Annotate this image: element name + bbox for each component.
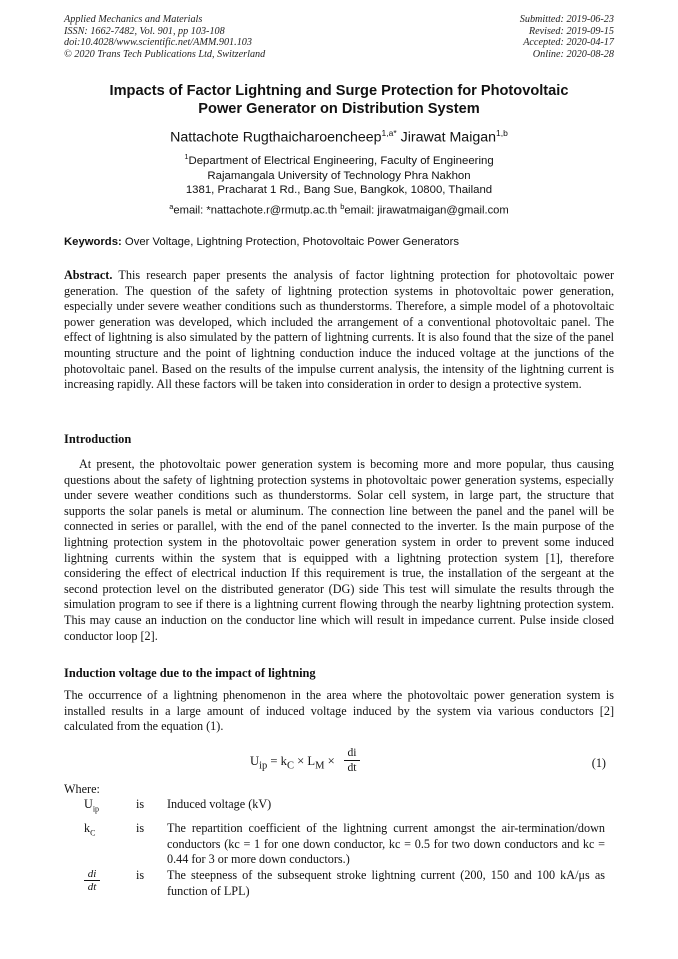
title-line-2: Power Generator on Distribution System	[198, 101, 480, 117]
keywords-label: Keywords:	[64, 236, 122, 248]
variable-is: is	[136, 868, 145, 882]
journal-copyright: © 2020 Trans Tech Publications Ltd, Switzerland	[64, 48, 266, 60]
keywords	[64, 235, 614, 249]
variable-description: The steepness of the subsequent stroke lightning current (200, 150 and 100 kA/μs as function of LPL)	[167, 868, 605, 898]
equation-fraction	[343, 746, 361, 775]
author-affiliation-mark: 1,b	[496, 128, 508, 138]
affiliation-line: 1381, Pracharat 1 Rd., Bang Sue, Bangkok, 10800, Thailand	[185, 184, 493, 197]
section-heading: Induction voltage due to the impact of lightning	[64, 666, 316, 680]
abstract	[64, 268, 614, 393]
author-list	[64, 124, 614, 147]
induction-text: The occurrence of a lightning phenomenon in the area where the photovoltaic power generation system is installed results in a large amount of induced voltage induced by the system via various conductors [2] calculated from the equation (1).	[64, 688, 614, 734]
affiliation-mark: 1	[184, 152, 189, 161]
variable-symbol: $U_{ip}$	[84, 797, 100, 814]
variable-symbol: $k_C$	[84, 821, 96, 838]
introduction-text: At present, the photovoltaic power generation system is becoming more and more popular, thus causing questions about the safety of lightning protection systems in photovoltaic power generation systems, especially under severe weather conditions such as thunderstorms. Solar cell system, in large part, the structure that supports the solar panels is metal or aluminum. The connection line between the panel and the panel will be connected in series or parallel, with the end of the panel connected to the inverter. Is the main purpose of the lightning protection system in the photovoltaic power generation system in order to prevent some induced lightning currents within the system that is equipped with a lightning protection system [1], therefore considering the effect of electrical induction If this requirement is true, the installation of the sergeant at the second protection level on the distributed generator (DG) side This test will simulate the results through the simulation program to see if there is a lightning current flowing through the nearby lightning protection system. This may cause an induction on the conductor line which will result in impedance current. Pulse inside closed conductor loop [2].	[64, 457, 614, 643]
author-affiliation-mark: 1,a*	[381, 128, 397, 138]
abstract-text: This research paper presents the analysis of factor lightning protection for photovoltaic power generation. The question of the safety of lightning protection systems in photovoltaic power generation, especially under severe weather conditions such as thunderstorms. Therefore, a simple model of a photovoltaic power generation was developed, which included the arrangement of a conventional photovoltaic panel. The effect of lightning is also simulated by the pattern of lightning currents. It is also found that the size of the panel mounting structure and the point of lightning conduction induce the induced voltage at the junctions of the photovoltaic panel. Based on the results of the impulse current analysis, the intensity of the lightning current is increasing rapidly. All these factors will be taken into consideration in order to design a protective system.	[64, 268, 614, 392]
variable-description: The repartition coefficient of the lightning current amongst the air-termination/down conductors (kc = 1 for one down conductor, kc = 0.5 for two down conductors and kc = 0.44 for 3 or more down conductors.)	[167, 821, 605, 867]
equation-number: (1)	[591, 756, 606, 770]
fraction-numerator: di	[347, 746, 357, 759]
title-line-1: Impacts of Factor Lightning and Surge Protection for Photovoltaic	[109, 83, 569, 99]
journal-name: Applied Mechanics and Materials	[64, 14, 203, 25]
submission-dates	[520, 14, 614, 60]
fraction-denominator: dt	[347, 761, 357, 774]
revised-date: Revised: 2019-09-15	[528, 25, 614, 37]
journal-header	[64, 14, 265, 60]
section-heading: Introduction	[64, 432, 132, 446]
affiliation	[64, 150, 614, 198]
variable-symbol: $\frac{di}{dt}$	[84, 868, 124, 895]
where-label: Where:	[64, 782, 100, 796]
accepted-date: Accepted: 2020-04-17	[523, 37, 614, 49]
email-mark: b	[340, 202, 345, 211]
journal-doi: doi:10.4028/www.scientific.net/AMM.901.103	[64, 37, 252, 49]
equation-lhs: $U_{ip} = k_C \times L_M$ ×	[250, 754, 335, 772]
submitted-date: Submitted: 2019-06-23	[519, 14, 614, 25]
abstract-label: Abstract.	[64, 268, 113, 282]
variable-is: is	[136, 821, 145, 835]
online-date: Online: 2020-08-28	[532, 48, 614, 60]
affiliation-line: Rajamangala University of Technology Phra Nakhon	[207, 169, 471, 182]
email-mark: a	[169, 202, 174, 211]
journal-issn: ISSN: 1662-7482, Vol. 901, pp 103-108	[64, 25, 225, 37]
author-name: Jirawat Maigan	[400, 129, 497, 146]
email-address: email: jirawatmaigan@gmail.com	[344, 204, 509, 217]
affiliation-line: Department of Electrical Engineering, Faculty of Engineering	[188, 154, 494, 167]
paper-title	[64, 82, 614, 118]
variable-description: Induced voltage (kV)	[167, 797, 272, 811]
keywords-text: Over Voltage, Lightning Protection, Photovoltaic Power Generators	[121, 236, 459, 248]
variable-is: is	[136, 797, 145, 811]
email-address: email: *nattachote.r@rmutp.ac.th	[173, 204, 338, 217]
author-name: Nattachote Rugthaicharoencheep	[170, 129, 382, 146]
author-emails	[64, 200, 614, 218]
